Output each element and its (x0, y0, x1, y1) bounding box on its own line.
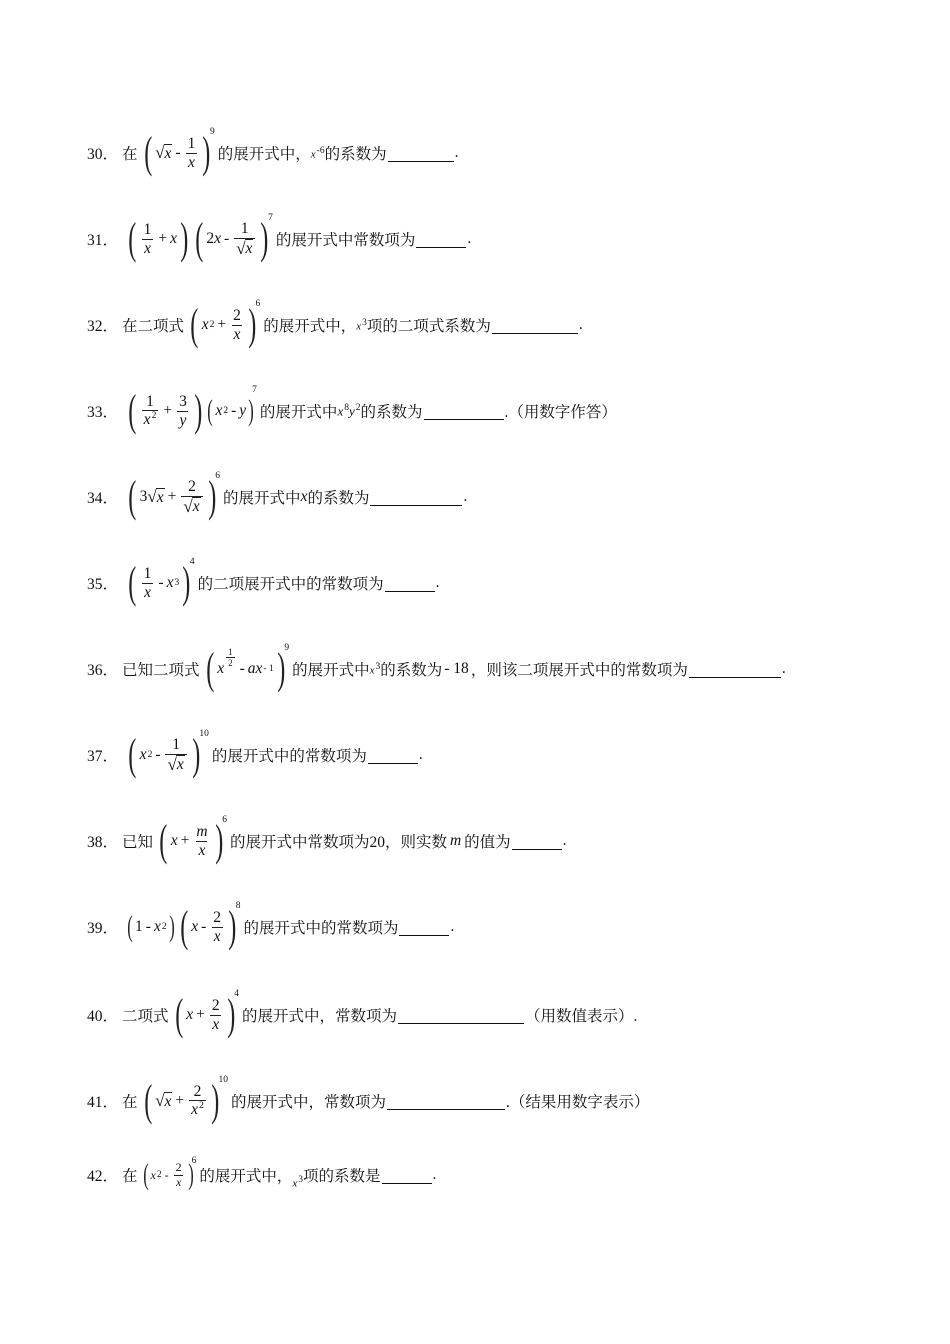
answer-blank[interactable] (399, 919, 449, 936)
expression: ( 3 √ x + 2 √ x ) 6 (128, 471, 221, 521)
expression: ( x $\frac{1}{2}$ - ax - 1 ) 9 (205, 643, 290, 693)
question-38: 38． 已知 ( x + $\frac{m}{x}$ ) 6 的展开式中常数项为20，则实数 m 的值为 . (87, 815, 567, 865)
answer-blank[interactable] (388, 145, 454, 162)
question-number: 30． (87, 146, 119, 163)
answer-blank[interactable] (424, 403, 504, 420)
question-37: 37． ( x 2 - 1 √ x ) 10 的展开式中的常数项为 . (87, 729, 423, 779)
question-34: 34． ( 3 √ x + 2 √ x ) 6 的展开式中 x 的系数为 . (87, 471, 468, 521)
exponent: 4 (189, 557, 195, 567)
given-value: - 18 (444, 660, 469, 677)
expression: ( √ x - $\frac{1}{x}$ ) 9 (143, 127, 215, 177)
exponent: 7 (252, 385, 257, 395)
expression: ( $\frac{1}{x}$ + x ) ( 2 x - 1 √ x ) 7 (128, 213, 273, 263)
answer-blank[interactable] (370, 489, 462, 506)
question-number: 38． (87, 834, 119, 851)
term: $x^8y^2$ (337, 402, 361, 419)
exponent: 6 (222, 815, 227, 825)
exponent: 6 (255, 299, 261, 309)
term: m (449, 832, 462, 849)
expression: ( x + $\frac{2}{x}$ ) 4 (174, 989, 239, 1039)
expression: ( x 2 - $\frac{2}{x}$ ) 6 (142, 1156, 197, 1191)
answer-blank[interactable] (382, 1167, 432, 1184)
term: x3 (356, 317, 367, 333)
expression: ( x + $\frac{m}{x}$ ) 6 (159, 815, 227, 865)
question-number: 42． (87, 1168, 119, 1185)
question-number: 35． (87, 576, 119, 593)
question-33: 33． ( $\frac{1}{x^2}$ + $\frac{3}{y}$ ) ( x 2 - y ) 7 的展开式中 $x^8y^2$ 的系数为 .（用数字作答） (87, 385, 617, 435)
exponent: 9 (210, 127, 215, 137)
exponent: 9 (284, 643, 290, 653)
question-35: 35． ( $\frac{1}{x}$ - x 3 ) 4 的二项展开式中的常数项为 . (87, 557, 440, 607)
expression: ( $\frac{1}{x^2}$ + $\frac{3}{y}$ ) ( x 2 - y ) 7 (128, 385, 257, 435)
question-number: 36． (87, 662, 119, 679)
exponent: 7 (268, 213, 273, 223)
term: x (300, 488, 308, 505)
question-number: 33． (87, 404, 119, 421)
question-number: 32． (87, 318, 119, 335)
exponent: 6 (215, 471, 221, 481)
expression: ( x 2 - 1 √ x ) 10 (128, 729, 209, 779)
answer-blank[interactable] (512, 833, 562, 850)
exponent: 6 (191, 1156, 197, 1166)
question-number: 39． (87, 920, 119, 937)
question-30: 30． 在 ( √ x - $\frac{1}{x}$ ) 9 的展开式中， x-6 的系数为 . (87, 127, 459, 177)
answer-blank[interactable] (398, 1007, 524, 1024)
term: x-6 (310, 145, 325, 161)
expression: ( √ x + $\frac{2}{x^2}$ ) 10 (143, 1075, 228, 1125)
exponent: 10 (199, 729, 209, 739)
question-number: 31． (87, 232, 119, 249)
answer-blank[interactable] (416, 231, 466, 248)
question-41: 41． 在 ( √ x + $\frac{2}{x^2}$ ) 10 的展开式中，常数项为 .（结果用数字表示） (87, 1075, 650, 1125)
sqrt: √ x (155, 143, 172, 162)
question-number: 34． (87, 490, 119, 507)
question-text: 在 (122, 146, 138, 163)
question-31: 31． ( $\frac{1}{x}$ + x ) ( 2 x - 1 √ x ) 7 的展开式中常数项为 . (87, 213, 472, 263)
question-40: 40． 二项式 ( x + $\frac{2}{x}$ ) 4 的展开式中，常数项为 （用数值表示）. (87, 989, 638, 1039)
question-number: 37． (87, 748, 119, 765)
question-36: 36． 已知二项式 ( x $\frac{1}{2}$ - ax - 1 ) 9 的展开式中 x3 的系数为 - 18 ，则该二项展开式中的常数项为 . (87, 643, 786, 693)
fraction: $\frac{1}{x}$ (187, 134, 196, 171)
expression: ( x 2 + $\frac{2}{x}$ ) 6 (190, 299, 261, 349)
answer-blank[interactable] (385, 575, 435, 592)
question-number: 40． (87, 1008, 119, 1025)
question-39: 39． ( 1 - x 2 ) ( x - $\frac{2}{x}$ ) 8 的展开式中的常数项为 . (87, 901, 455, 951)
answer-blank[interactable] (492, 317, 578, 334)
term: x3 (369, 661, 381, 677)
exponent: 8 (235, 901, 241, 911)
question-32: 32． 在二项式 ( x 2 + $\frac{2}{x}$ ) 6 的展开式中， x3 项的二项式系数为 . (87, 299, 583, 349)
exponent: 10 (218, 1075, 228, 1085)
term: x3 (292, 1174, 304, 1190)
exponent: 4 (234, 989, 239, 999)
expression: ( $\frac{1}{x}$ - x 3 ) 4 (128, 557, 195, 607)
answer-blank[interactable] (387, 1093, 505, 1110)
question-number: 41． (87, 1094, 119, 1111)
answer-blank[interactable] (689, 661, 781, 678)
answer-blank[interactable] (368, 747, 418, 764)
question-42: 42． 在 ( x 2 - $\frac{2}{x}$ ) 6 的展开式中， x3 项的系数是 . (87, 1156, 437, 1191)
expression: ( 1 - x 2 ) ( x - $\frac{2}{x}$ ) 8 (127, 901, 241, 951)
